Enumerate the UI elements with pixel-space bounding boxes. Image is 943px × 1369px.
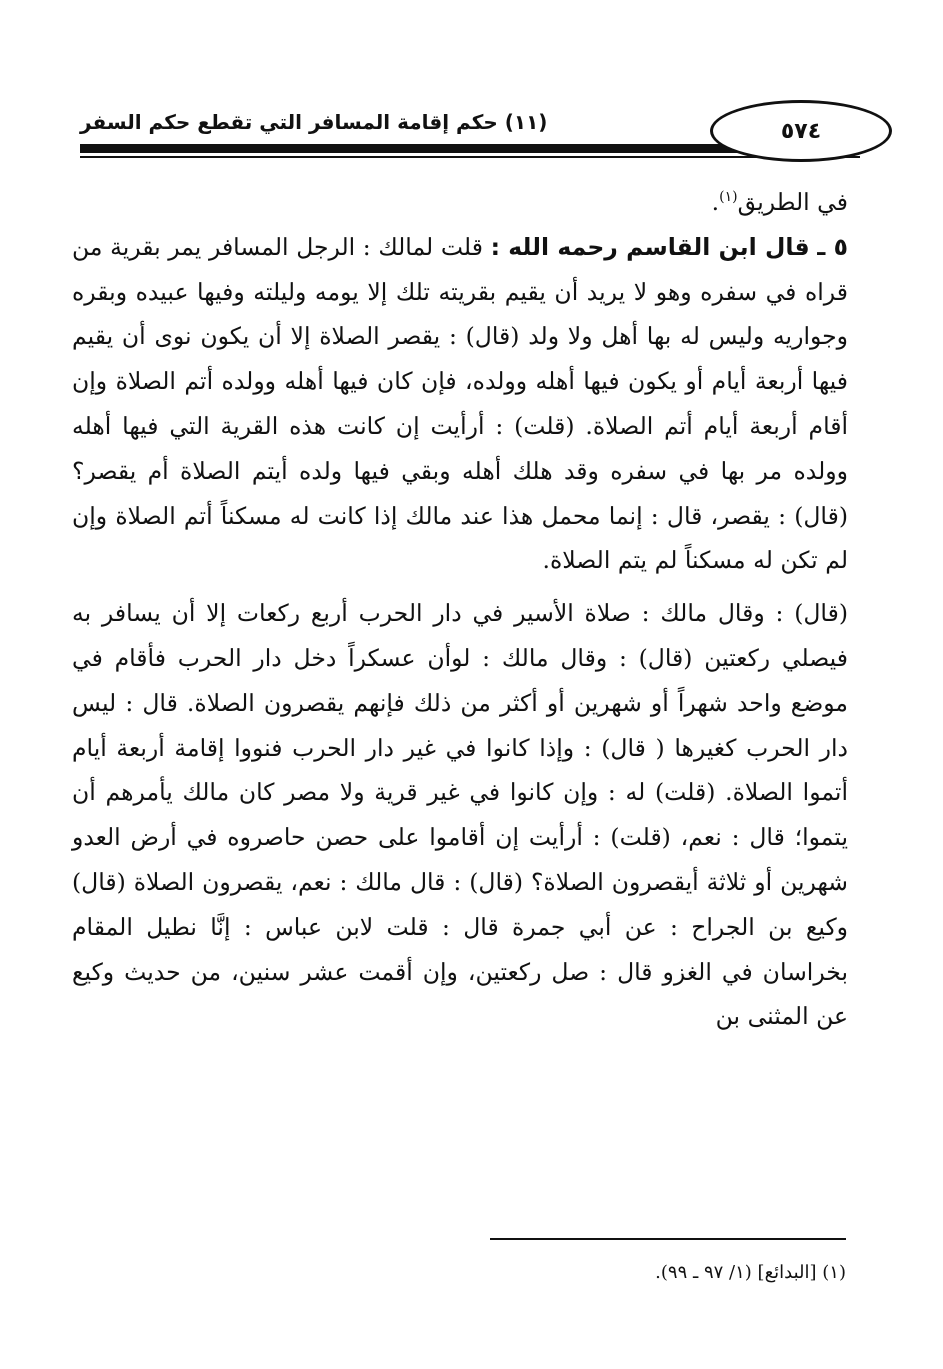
footnote-ref[interactable]: (١) (719, 189, 738, 206)
opening-line-end: . (711, 188, 720, 216)
footnote-rule (490, 1238, 846, 1240)
page-header (80, 100, 860, 170)
footnote: (١) [البدائع] (١/ ٩٧ ـ ٩٩). (655, 1262, 846, 1283)
speaker: قال ابن القاسم رحمه الله : (490, 232, 810, 261)
paragraph-2 (72, 591, 848, 1039)
opening-line-text: في الطريق (737, 188, 848, 216)
opening-line (72, 180, 848, 225)
chapter-title: (١١) حكم إقامة المسافر التي تقطع حكم السفر (80, 110, 548, 134)
body-text (72, 180, 848, 1039)
item-number: ٥ ـ (817, 232, 848, 261)
paragraph-2-text: (قال) : وقال مالك : صلاة الأسير في دار الحرب أربع ركعات إلا أن يسافر به فيصلي ركعتين (قال) : وقال مالك : لوأن عسكراً دخل دار الحرب فأقام في موضع واحد شهراً أو شهرين أو أكثر من ذلك فإنهم يقصرون الصلاة. قال : ليس دار الحرب كغيرها ( قال) : وإذا كانوا في غير دار الحرب فنووا إقامة أربعة أيام أتموا الصلاة. (قلت) له : وإن كانوا في غير قرية ولا مصر كان مالك يأمرهم أن يتموا؛ قال : نعم، (قلت) : أرأيت إن أقاموا على حصن حاصروه في أرض العدو شهرين أو ثلاثة أيقصرون الصلاة؟ (قال) : قال مالك : نعم، يقصرون الصلاة (قال) وكيع بن الجراح : عن أبي جمرة قال : قلت لابن عباس : إنَّا نطيل المقام بخراسان في الغزو قال : صل ركعتين، وإن أقمت عشر سنين، من حديث وكيع عن المثنى بن (72, 599, 848, 1031)
paragraph-1-text: قلت لمالك : الرجل المسافر يمر بقرية من قراه في سفره وهو لا يريد أن يقيم بقريته تلك إلا يومه وليلته وفيها عبيده وبقره وجواريه وليس له بها أهل ولا ولد (قال) : يقصر الصلاة إلا أن يكون نوى أن يقيم فيها أربعة أيام أو يكون فيها أهله وولده، فإن كان فيها أهله وولده أتم الصلاة وإن أقام أربعة أيام أتم الصلاة. (قلت) : أرأيت إن كانت هذه القرية التي فيها أهله وولده مر بها في سفره وقد هلك أهله وبقي فيها ولده أيتم الصلاة أم يقصر؟ (قال) : يقصر، قال : إنما محمل هذا عند مالك إذا كانت له مسكناً أتم الصلاة وإن لم تكن له مسكناً لم يتم الصلاة. (72, 232, 848, 575)
paragraph-1 (72, 225, 848, 583)
page-number: ٥٧٤ (710, 100, 892, 162)
header-rule-thin (80, 156, 860, 158)
